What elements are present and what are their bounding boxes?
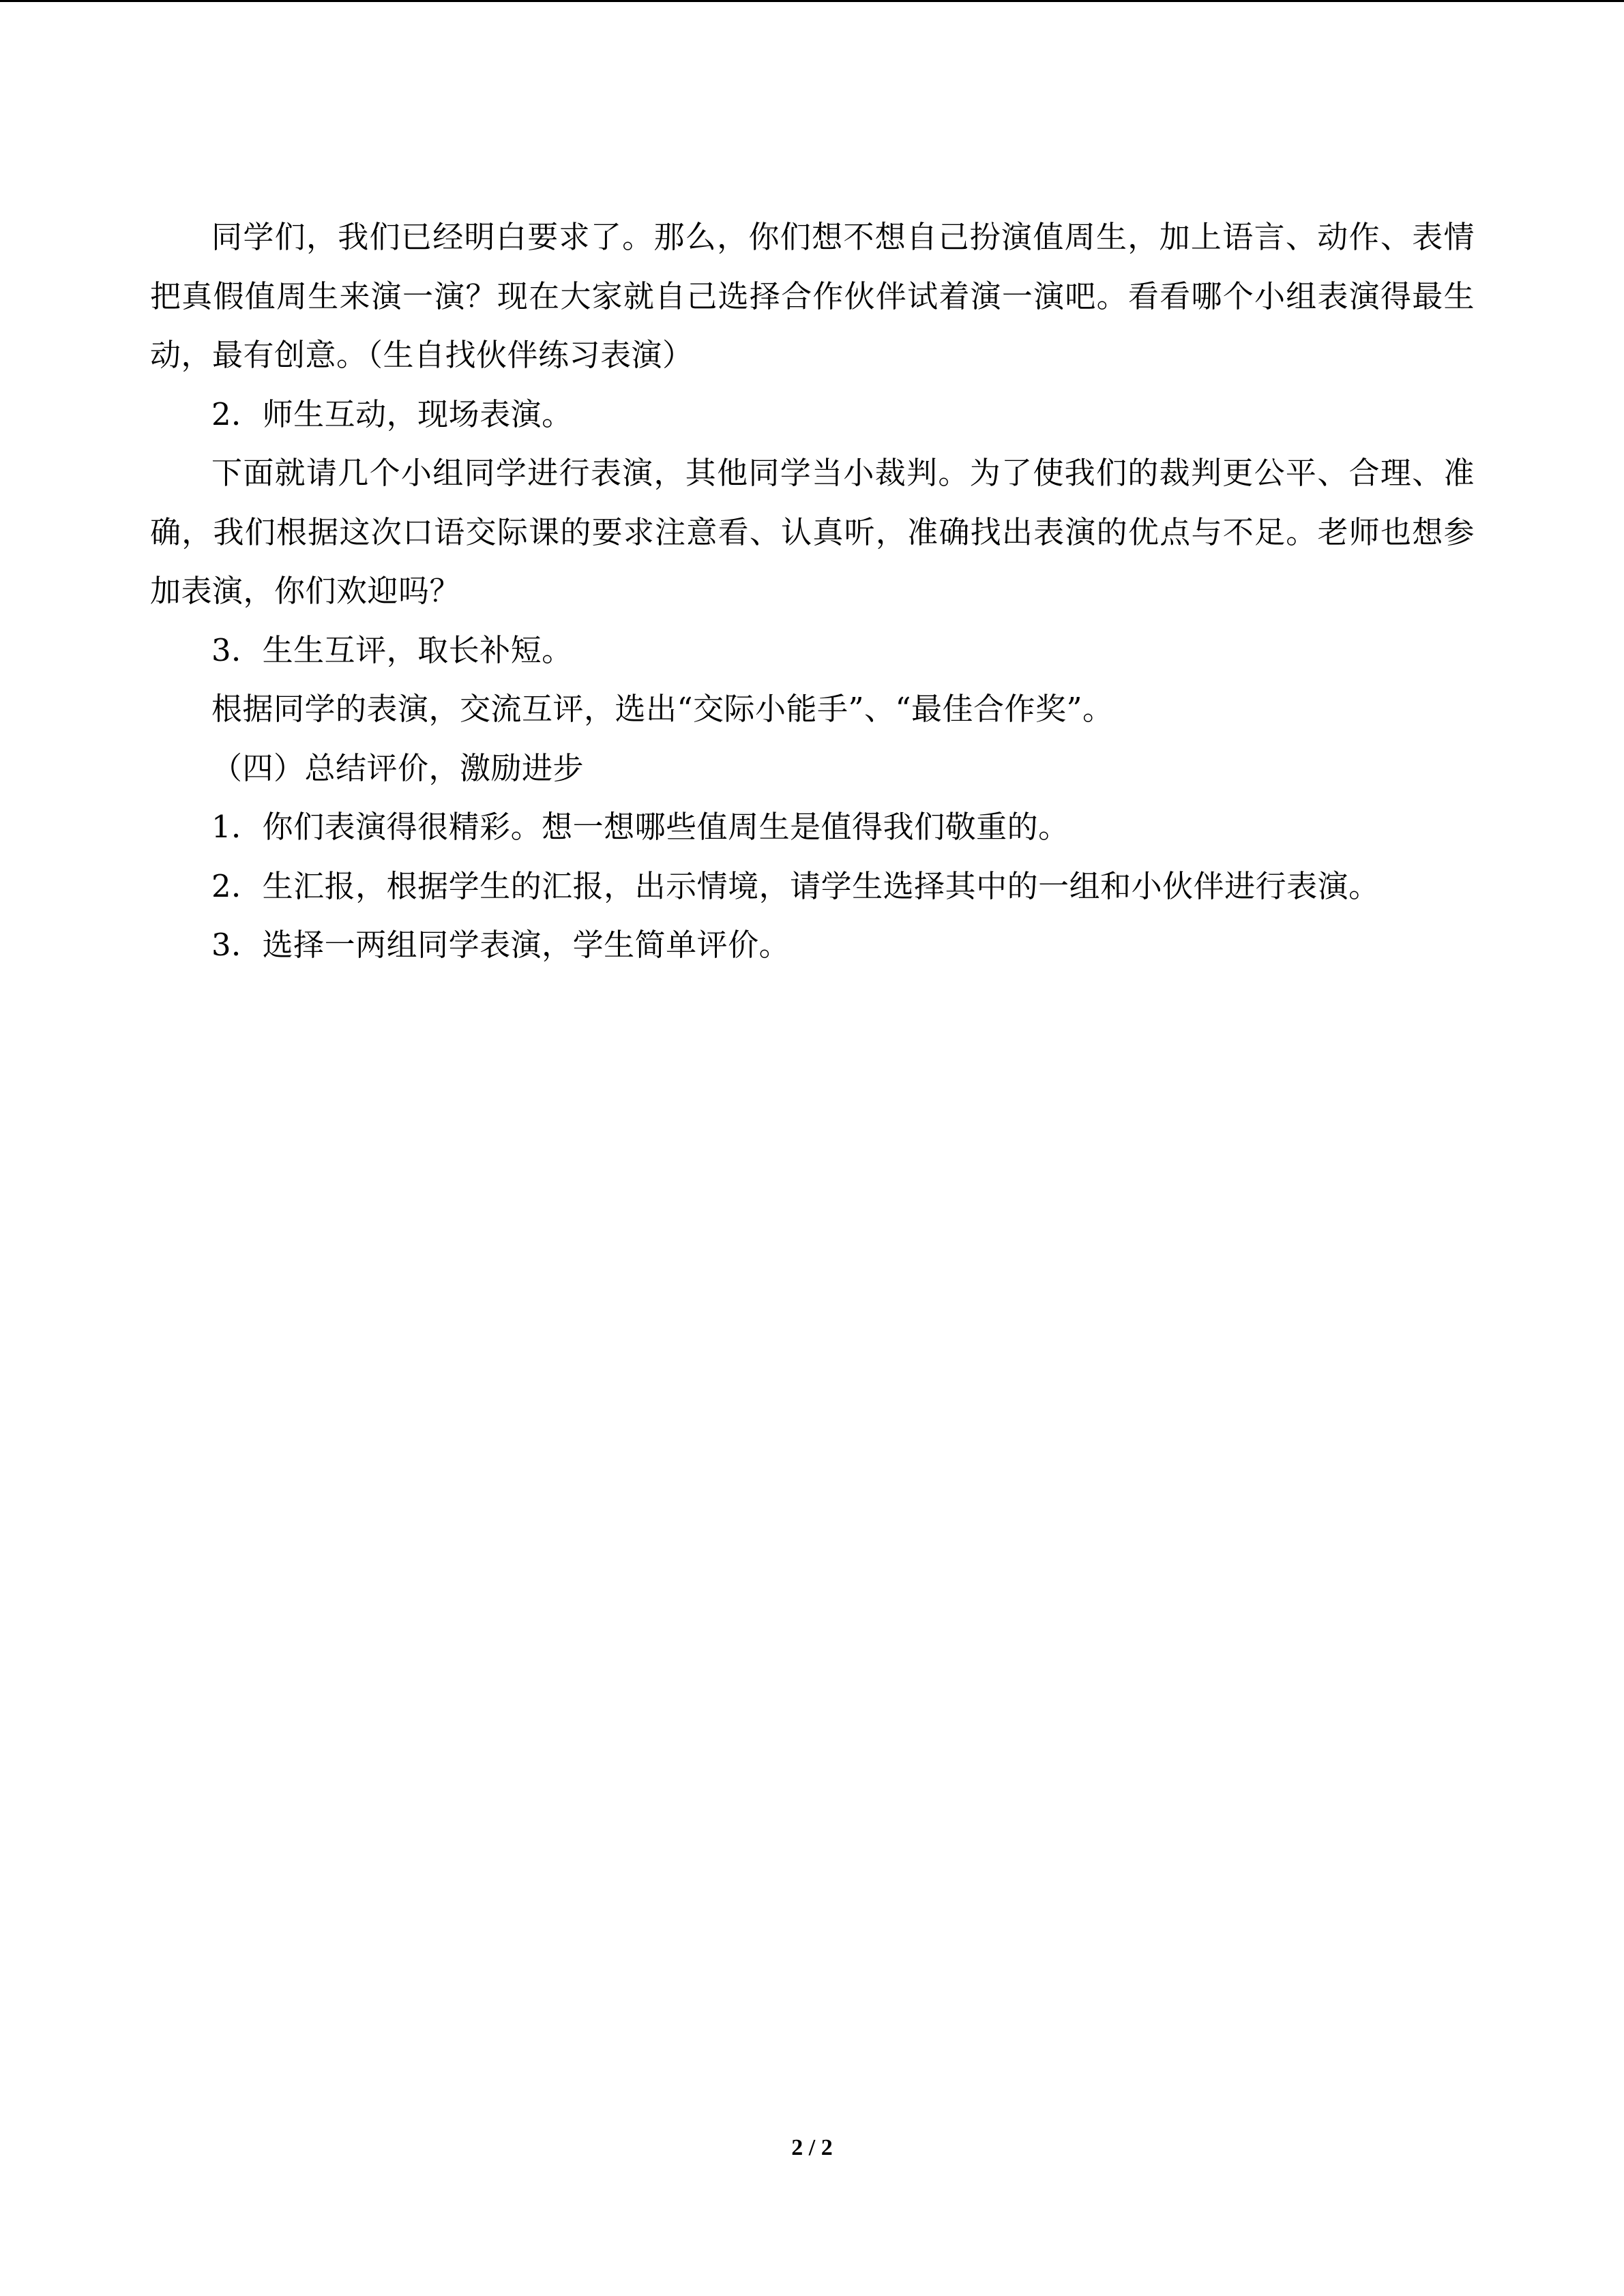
paragraph-group-performance: 下面就请几个小组同学进行表演，其他同学当小裁判。为了使我们的裁判更公平、合理、准确，我们根据这次口语交际课的要求注意看、认真听，准确找出表演的优点与不足。老师也想参加表演，你们欢迎吗？ [150,455,1475,609]
paragraph-summary-item-1: 1．你们表演得很精彩。想一想哪些值周生是值得我们敬重的。 [211,809,1069,845]
paragraph-peer-evaluation: 根据同学的表演，交流互评，选出“交际小能手”、“最佳合作奖”。 [211,691,1114,727]
section-heading-summary: （四）总结评价，激励进步 [211,749,585,786]
paragraph-role-play-instructions: 同学们，我们已经明白要求了。那么，你们想不想自己扮演值周生，加上语言、动作、表情把真假值周生来演一演？现在大家就自己选择合作伙伴试着演一演吧。看看哪个小组表演得最生动，最有创意。（生自找伙伴练习表演） [150,219,1475,373]
document-body [150,208,1475,975]
paragraph-summary-item-3: 3．选择一两组同学表演，学生简单评价。 [211,927,791,963]
paragraph-summary-item-2: 2．生汇报，根据学生的汇报，出示情境，请学生选择其中的一组和小伙伴进行表演。 [211,867,1380,904]
paragraph-step-2-heading: 2．师生互动，现场表演。 [211,396,573,432]
page-number: 2 / 2 [791,2135,833,2160]
page-top-border [0,0,1624,2]
paragraph-step-3-heading: 3．生生互评，取长补短。 [211,631,573,668]
